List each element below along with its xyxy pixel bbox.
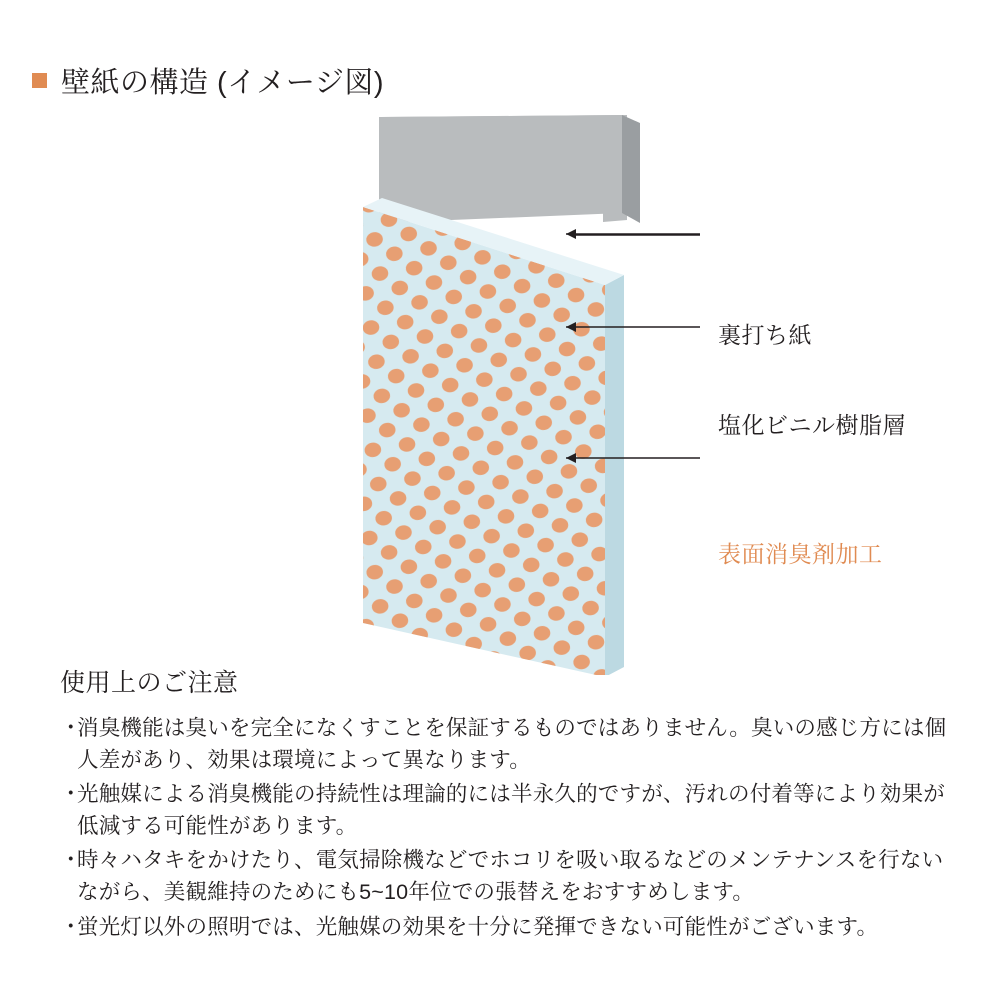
note-bullet-icon: ・	[60, 716, 82, 740]
note-list-item	[60, 912, 960, 944]
note-text: 時々ハタキをかけたり、電気掃除機などでホコリを吸い取るなどのメンテナンスを行ないながら、美観維持のためにも5~10年位での張替えをおすすめします。	[77, 848, 944, 904]
note-text: 蛍光灯以外の照明では、光触媒の効果を十分に発揮できない可能性がございます。	[77, 914, 879, 939]
note-list-item	[60, 845, 960, 908]
note-text: 光触媒による消臭機能の持続性は理論的には半永久的ですが、汚れの付着等により効果が低減する可能性があります。	[77, 782, 946, 838]
note-list-item	[60, 779, 960, 842]
page-title-text: 壁紙の構造 (イメージ図)	[61, 67, 385, 99]
callout-label-vinyl-resin: 塩化ビニル樹脂層	[718, 412, 906, 438]
callout-label-surface-deodorant: 表面消臭剤加工	[718, 541, 883, 567]
note-list-item	[60, 713, 960, 776]
callout-label-backing-paper: 裏打ち紙	[718, 322, 812, 348]
note-bullet-icon: ・	[60, 914, 82, 939]
usage-notes	[60, 663, 960, 946]
note-text: 消臭機能は臭いを完全になくすことを保証するものではありません。臭いの感じ方には個人差があり、効果は環境によって異なります。	[77, 716, 947, 772]
usage-notes-heading: 使用上のご注意	[60, 669, 239, 697]
note-bullet-icon: ・	[60, 848, 82, 873]
square-bullet-icon	[32, 73, 47, 88]
leader-line-0	[566, 229, 700, 239]
note-bullet-icon: ・	[60, 782, 82, 807]
wallpaper-structure-diagram	[0, 95, 1000, 675]
